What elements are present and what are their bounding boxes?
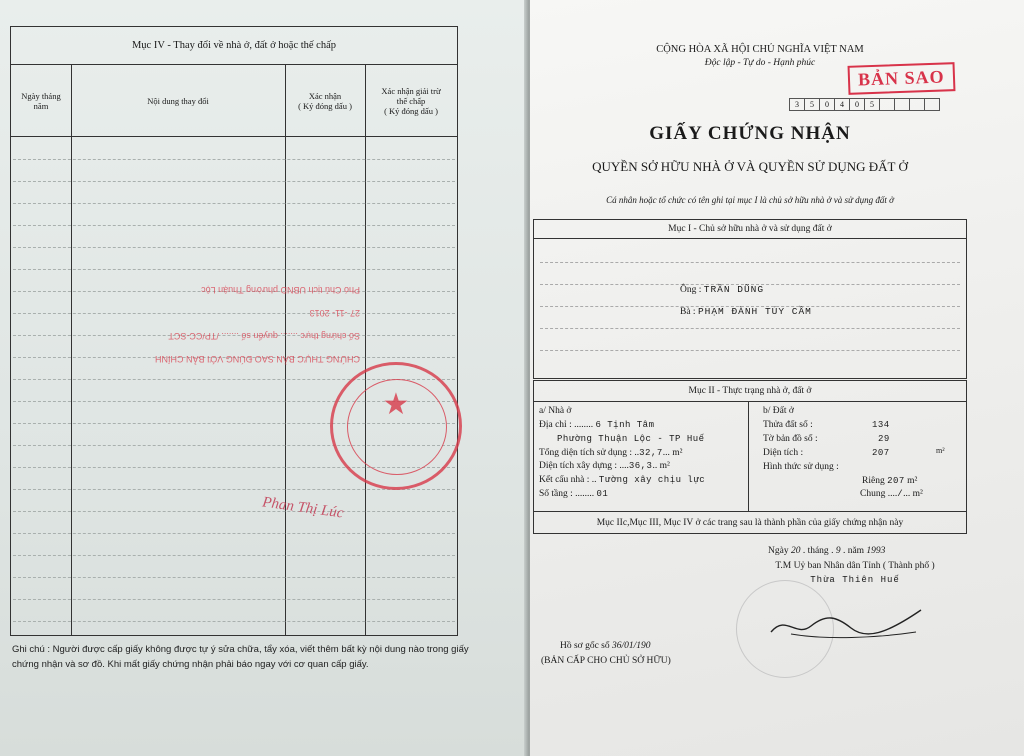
table-row	[13, 247, 455, 248]
table-row	[13, 577, 455, 578]
col-date-header: Ngày tháng năm	[21, 91, 61, 111]
country-name: CỘNG HÒA XÃ HỘI CHỦ NGHĨA VIỆT NAM	[656, 44, 864, 55]
issued-to: (BẢN CẤP CHO CHỦ SỞ HỮU)	[541, 656, 671, 666]
record-number: Hồ sơ gốc số 36/01/190	[560, 641, 651, 651]
document-title: GIẤY CHỨNG NHẬN	[649, 123, 851, 144]
col-content-header: Nội dung thay đổi	[147, 96, 209, 106]
structure-row: Kết cấu nhà : .. Tường xây chịu lực	[539, 475, 706, 485]
table-row	[13, 203, 455, 204]
table-row	[13, 511, 455, 512]
table-row	[13, 555, 455, 556]
section-iv-header	[11, 65, 457, 137]
floors-row: Số tầng : ........ 01	[539, 489, 609, 499]
owner-1: Ông : TRẦN DŨNG	[680, 284, 765, 295]
col-release-header: Xác nhận giải trừ thế chấp ( Ký đóng dấu )	[381, 86, 441, 116]
section-i-title: Mục I - Chủ sở hữu nhà ở và sử dụng đất ở	[534, 220, 966, 239]
plot-value: 134	[872, 420, 890, 430]
table-row	[13, 599, 455, 600]
motto: Độc lập - Tự do - Hạnh phúc	[704, 58, 816, 68]
serial-number: 3 5 0 4 0 5	[790, 98, 940, 111]
total-area-row: Tổng diện tích sử dụng : ..32,7... m²	[539, 448, 683, 458]
build-area-row: Diện tích xây dựng : ....36,3.. m²	[539, 461, 670, 471]
authority-line-2: Thừa Thiên Huế	[810, 575, 900, 585]
shared-row: Chung ..../... m²	[860, 489, 923, 499]
address-row: Địa chỉ : ........ 6 Tịnh Tâm	[539, 420, 655, 430]
table-row	[13, 159, 455, 160]
land-heading: b/ Đất ở	[763, 406, 794, 416]
document-subtitle: QUYỀN SỞ HỮU NHÀ Ở VÀ QUYỀN SỬ DỤNG ĐẤT Ở	[592, 159, 908, 174]
authority-line-1: T.M Uỷ ban Nhân dân Tỉnh ( Thành phố )	[775, 561, 935, 571]
table-row	[13, 621, 455, 622]
land-area-row: Diện tích :	[763, 448, 804, 458]
owner-2: Bà : PHẠM ĐÀNH TÚY CẦM	[680, 306, 812, 317]
map-row: Tờ bản đồ số :	[763, 434, 818, 444]
note-text: Ghi chú : Người được cấp giấy không được tự ý sửa chữa, tẩy xóa, viết thêm bất kỳ nội dung nào trong giấy chứng nhận và sơ đồ. Khi mất giấy chứng nhận phải báo ngay với cơ quan cấp giấy.	[12, 644, 469, 670]
map-value: 29	[878, 434, 890, 444]
col-divider	[365, 65, 366, 635]
land-area-unit: m²	[936, 446, 945, 455]
handwritten-signature: Phan Thị Lúc	[261, 494, 345, 522]
table-row	[13, 225, 455, 226]
table-row	[13, 181, 455, 182]
star-emblem-icon: ★	[382, 388, 410, 421]
col-confirm-header: Xác nhận ( Ký đóng dấu )	[298, 91, 352, 111]
issue-date: Ngày 20 . tháng . 9 . năm 1993	[768, 546, 886, 556]
house-heading: a/ Nhà ở	[539, 406, 572, 416]
section-ii-title: Mục II - Thực trạng nhà ở, đất ở	[534, 381, 966, 402]
col-divider	[71, 65, 72, 635]
land-area-value: 207	[872, 448, 890, 458]
official-signature	[766, 604, 926, 644]
copy-stamp: BẢN SAO	[848, 62, 955, 95]
private-row: Riêng 207 m²	[862, 476, 918, 486]
plot-row: Thửa đất số :	[763, 420, 813, 430]
address-row-2: Phường Thuận Lộc - TP Huế	[557, 434, 705, 444]
certification-stamp: CHỨNG THỰC BẢN SAO ĐÚNG VỚI BẢN CHÍNH Số chứng thực ....... quyển số ....... /TP/CC-SCT 27 -11- 2013 Phó Chủ tịch UBND phường Thuận Lộc	[155, 285, 360, 364]
intro-text: Cá nhân hoặc tổ chức có tên ghi tại mục I là chủ sở hữu nhà ở và sử dụng đất ở	[606, 195, 894, 205]
table-row	[13, 269, 455, 270]
footer-note: Mục IIc,Mục III, Mục IV ở các trang sau là thành phần của giấy chứng nhận này	[533, 512, 967, 534]
section-iv-title: Mục IV - Thay đổi về nhà ở, đất ở hoặc thế chấp	[11, 27, 457, 65]
red-seal	[330, 362, 462, 490]
usage-row: Hình thức sử dụng :	[763, 462, 839, 472]
table-row	[13, 533, 455, 534]
section-i-box	[533, 219, 967, 379]
